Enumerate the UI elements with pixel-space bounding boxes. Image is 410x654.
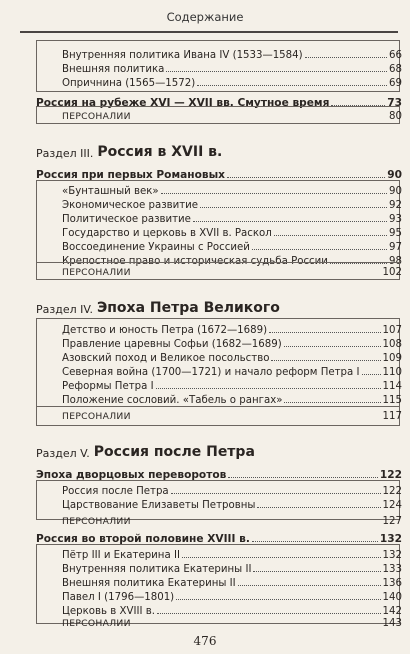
toc-entry[interactable]: Государство и церковь в XVII в. Раскол 95 (62, 228, 402, 239)
leader-dots (362, 374, 381, 375)
page-number: 476 (193, 634, 217, 648)
leader-dots (305, 57, 387, 58)
toc-personalia-entry[interactable]: ПЕРСОНАЛИИ 102 (62, 267, 402, 278)
leader-dots (182, 557, 381, 558)
toc-entry[interactable]: Пётр III и Екатерина II 132 (62, 550, 402, 561)
leader-dots (253, 571, 380, 572)
leader-dots (171, 493, 381, 494)
toc-chapter-entry[interactable]: Россия при первых Романовых 90 (36, 169, 402, 181)
toc-entry[interactable]: Экономическое развитие 92 (62, 200, 402, 211)
leader-dots (176, 599, 380, 600)
toc-entry[interactable]: Северная война (1700—1721) и начало реформ Петра I 110 (62, 367, 402, 378)
leader-dots (271, 360, 380, 361)
leader-dots (156, 388, 381, 389)
section-heading (36, 296, 280, 316)
toc-entry[interactable]: Крепостное право и историческая судьба России 98 (62, 256, 402, 267)
toc-entry[interactable]: Воссоединение Украины с Россией 97 (62, 242, 402, 253)
toc-entry[interactable]: Россия после Петра 122 (62, 486, 402, 497)
leader-dots (252, 541, 378, 542)
section-heading (36, 140, 222, 160)
toc-entry[interactable]: Положение сословий. «Табель о рангах» 115 (62, 395, 402, 406)
section-label: Раздел V. (36, 447, 90, 460)
toc-entry[interactable]: Церковь в XVIII в. 142 (62, 606, 402, 617)
running-header: Содержание (166, 10, 244, 24)
leader-dots (252, 249, 387, 250)
leader-dots (228, 477, 378, 478)
toc-chapter-entry[interactable]: Россия во второй половине XVIII в. 132 (36, 533, 402, 545)
toc-entry[interactable]: Внутренняя политика Ивана IV (1533—1584) 66 (62, 50, 402, 61)
toc-entry[interactable]: Царствование Елизаветы Петровны 124 (62, 500, 402, 511)
toc-chapter-entry[interactable]: Россия на рубеже XVI — XVII вв. Смутное время 73 (36, 97, 402, 109)
toc-entry[interactable]: Павел I (1796—1801) 140 (62, 592, 402, 603)
toc-entry[interactable]: Правление царевны Софьи (1682—1689) 108 (62, 339, 402, 350)
toc-entry[interactable]: Детство и юность Петра (1672—1689) 107 (62, 325, 402, 336)
section-title: Россия после Петра (93, 444, 255, 460)
section-label: Раздел IV. (36, 303, 93, 316)
toc-entry[interactable]: Азовский поход и Великое посольство 109 (62, 353, 402, 364)
leader-dots (166, 71, 387, 72)
leader-dots (284, 402, 380, 403)
leader-dots (161, 193, 387, 194)
header-rule (20, 31, 398, 33)
toc-entry[interactable]: Внешняя политика 68 (62, 64, 402, 75)
toc-personalia-entry[interactable]: ПЕРСОНАЛИИ 127 (62, 516, 402, 527)
leader-dots (269, 332, 380, 333)
section-title: Россия в XVII в. (97, 144, 223, 160)
toc-entry[interactable]: Внутренняя политика Екатерины II 133 (62, 564, 402, 575)
toc-entry[interactable]: Политическое развитие 93 (62, 214, 402, 225)
leader-dots (284, 346, 381, 347)
leader-dots (227, 177, 385, 178)
leader-dots (257, 507, 380, 508)
toc-entry[interactable]: «Бунташный век» 90 (62, 186, 402, 197)
toc-entry[interactable]: Реформы Петра I 114 (62, 381, 402, 392)
section-heading (36, 440, 255, 460)
toc-personalia-entry[interactable]: ПЕРСОНАЛИИ 117 (62, 411, 402, 422)
leader-dots (197, 85, 387, 86)
toc-chapter-entry[interactable]: Эпоха дворцовых переворотов 122 (36, 469, 402, 481)
section-label: Раздел III. (36, 147, 94, 160)
leader-dots (238, 585, 381, 586)
toc-personalia-entry[interactable]: ПЕРСОНАЛИИ 143 (62, 618, 402, 629)
toc-entry[interactable]: Внешняя политика Екатерины II 136 (62, 578, 402, 589)
toc-personalia-entry[interactable]: ПЕРСОНАЛИИ 80 (62, 111, 402, 122)
section-title: Эпоха Петра Великого (96, 300, 280, 316)
toc-entry[interactable]: Опричнина (1565—1572) 69 (62, 78, 402, 89)
leader-dots (274, 235, 387, 236)
leader-dots (193, 221, 387, 222)
leader-dots (200, 207, 387, 208)
